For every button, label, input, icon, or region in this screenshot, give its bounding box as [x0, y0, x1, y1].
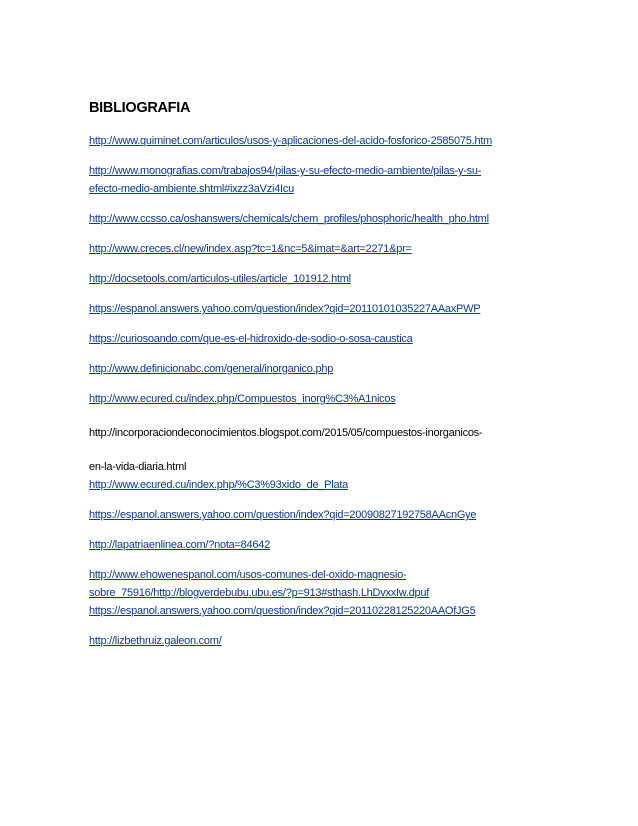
reference-text-blogspot-continued: en-la-vida-diaria.html	[89, 461, 187, 473]
reference-link-ecured-oxido-plata[interactable]: http://www.ecured.cu/index.php/%C3%93xido_de_Plata	[89, 479, 349, 491]
reference-link-ecured-compuestos[interactable]: http://www.ecured.cu/index.php/Compuestos_inorg%C3%A1nicos	[89, 393, 396, 405]
reference-link-yahoo-answers-1[interactable]: https://espanol.answers.yahoo.com/question/index?qid=20110101035227AAaxPWP	[89, 303, 481, 315]
reference-item-plain	[89, 424, 559, 442]
reference-item	[89, 536, 559, 554]
reference-item	[89, 210, 559, 228]
reference-item	[89, 602, 559, 620]
reference-link-ehowenespanol-continued[interactable]: sobre_75916/http://blogverdebubu.ubu.es/?p=913#sthash.LhDvxxIw.dpuf	[89, 587, 430, 599]
reference-item	[89, 632, 559, 650]
reference-item	[89, 300, 559, 318]
reference-item	[89, 566, 559, 584]
reference-item-continuation	[89, 180, 559, 198]
bibliography-heading: BIBLIOGRAFIA	[89, 100, 191, 116]
reference-item	[89, 476, 559, 494]
reference-item	[89, 330, 559, 348]
reference-link-monografias-continued[interactable]: efecto-medio-ambiente.shtml#ixzz3aVzi4Icu	[89, 183, 294, 195]
reference-link-quiminet[interactable]: http://www.quiminet.com/articulos/usos-y-aplicaciones-del-acido-fosforico-2585075.htm	[89, 135, 493, 147]
reference-item	[89, 270, 559, 288]
reference-link-creces[interactable]: http://www.creces.cl/new/index.asp?tc=1&nc=5&imat=&art=2271&pr=	[89, 243, 412, 255]
reference-item	[89, 240, 559, 258]
reference-link-monografias[interactable]: http://www.monografias.com/trabajos94/pilas-y-su-efecto-medio-ambiente/pilas-y-su-	[89, 165, 482, 177]
reference-link-galeon[interactable]: http://lizbethruiz.galeon.com/	[89, 635, 222, 647]
bibliography-section	[89, 98, 559, 662]
reference-item	[89, 162, 559, 180]
reference-link-ccsso[interactable]: http://www.ccsso.ca/oshanswers/chemicals/chem_profiles/phosphoric/health_pho.html	[89, 213, 489, 225]
reference-item	[89, 360, 559, 378]
reference-item	[89, 390, 559, 408]
reference-link-curiosoando[interactable]: https://curiosoando.com/que-es-el-hidroxido-de-sodio-o-sosa-caustica	[89, 333, 413, 345]
reference-link-yahoo-answers-3[interactable]: https://espanol.answers.yahoo.com/question/index?qid=20110228125220AAOfJG5	[89, 605, 476, 617]
reference-link-yahoo-answers-2[interactable]: https://espanol.answers.yahoo.com/question/index?qid=20090827192758AAcnGye	[89, 509, 477, 521]
reference-item	[89, 132, 559, 150]
reference-item-plain-continuation	[89, 458, 559, 476]
reference-link-definicionabc[interactable]: http://www.definicionabc.com/general/inorganico.php	[89, 363, 334, 375]
reference-text-blogspot: http://incorporaciondeconocimientos.blogspot.com/2015/05/compuestos-inorganicos-	[89, 427, 483, 439]
reference-item	[89, 506, 559, 524]
reference-link-lapatriaenlinea[interactable]: http://lapatriaenlinea.com/?nota=84642	[89, 539, 271, 551]
reference-link-ehowenespanol[interactable]: http://www.ehowenespanol.com/usos-comunes-del-oxido-magnesio-	[89, 569, 407, 581]
reference-item-continuation	[89, 584, 559, 602]
reference-link-docsetools[interactable]: http://docsetools.com/articulos-utiles/article_101912.html	[89, 273, 351, 285]
